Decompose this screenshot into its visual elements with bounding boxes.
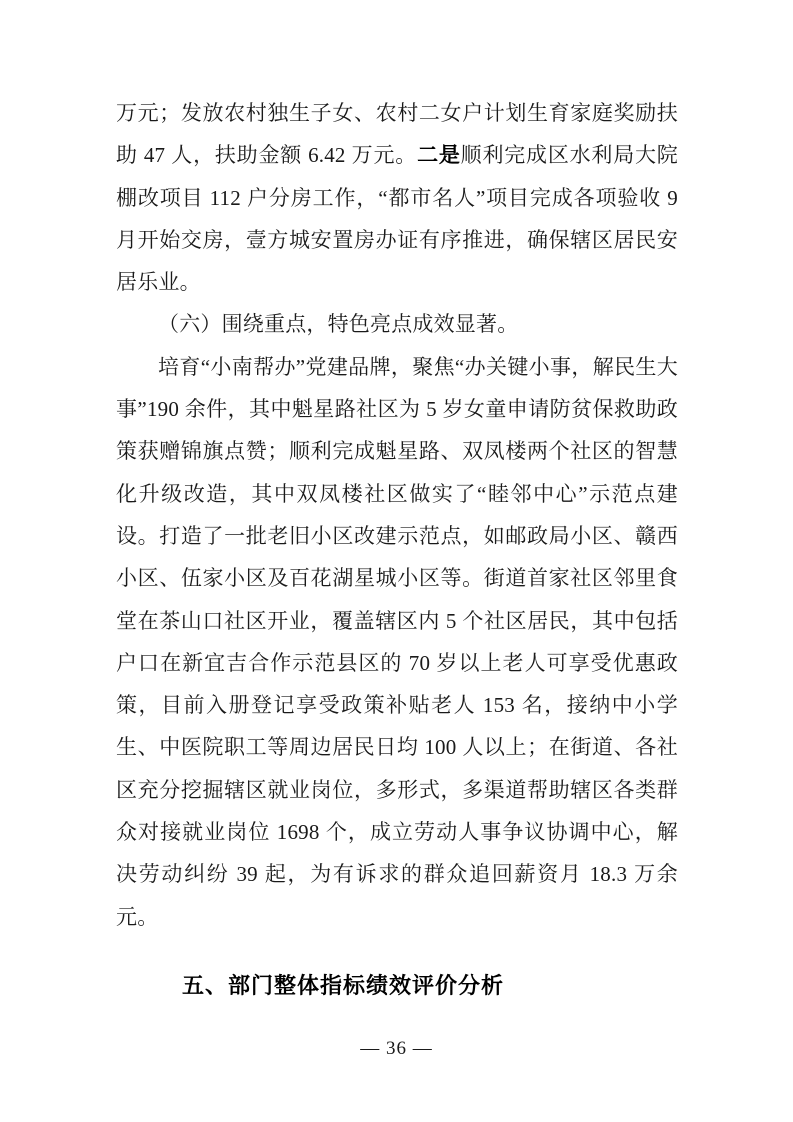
paragraph-text-before-bold: 万元；发放农村独生子女、农村二女户计划生育家庭奖励扶助 47 人，扶助金额 6.42 万元。	[116, 101, 678, 168]
page-footer	[0, 1038, 793, 1060]
subsection-heading-six: （六）围绕重点，特色亮点成效显著。	[158, 312, 519, 337]
page-number: — 36 —	[360, 1038, 433, 1059]
paragraph-text-after-bold: 顺利完成区水利局大院棚改项目 112 户分房工作，“都市名人”项目完成各项验收 9 月开始交房，壹方城安置房办证有序推进，确保辖区居民安居乐业。	[116, 143, 678, 295]
section-heading-five: 五、部门整体指标绩效评价分析	[182, 972, 505, 998]
paragraph-family-planning-housing	[116, 92, 678, 303]
paragraph-community-highlights: 培育“小南帮办”党建品牌，聚焦“办关键小事，解民生大事”190 余件，其中魁星路社区为 5 岁女童申请防贫保救助政策获赠锦旗点赞；顺利完成魁星路、双凤楼两个社区的智慧化升级改造，其中双凤楼社区做实了“睦邻中心”示范点建设。打造了一批老旧小区改建示范点，如邮政局小区、赣西小区、伍家小区及百花湖星城小区等。街道首家社区邻里食堂在茶山口社区开业，覆盖辖区内 5 个社区居民，其中包括户口在新宜吉合作示范县区的 70 岁以上老人可享受优惠政策，目前入册登记享受政策补贴老人 153 名，接纳中小学生、中医院职工等周边居民日均 100 人以上；在街道、各社区充分挖掘辖区就业岗位，多形式，多渠道帮助辖区各类群众对接就业岗位 1698 个，成立劳动人事争议协调中心，解决劳动纠纷 39 起，为有诉求的群众追回薪资月 18.3 万余元。	[116, 354, 678, 929]
page-content	[116, 92, 678, 1003]
bold-run-ershi: 二是	[417, 143, 461, 168]
